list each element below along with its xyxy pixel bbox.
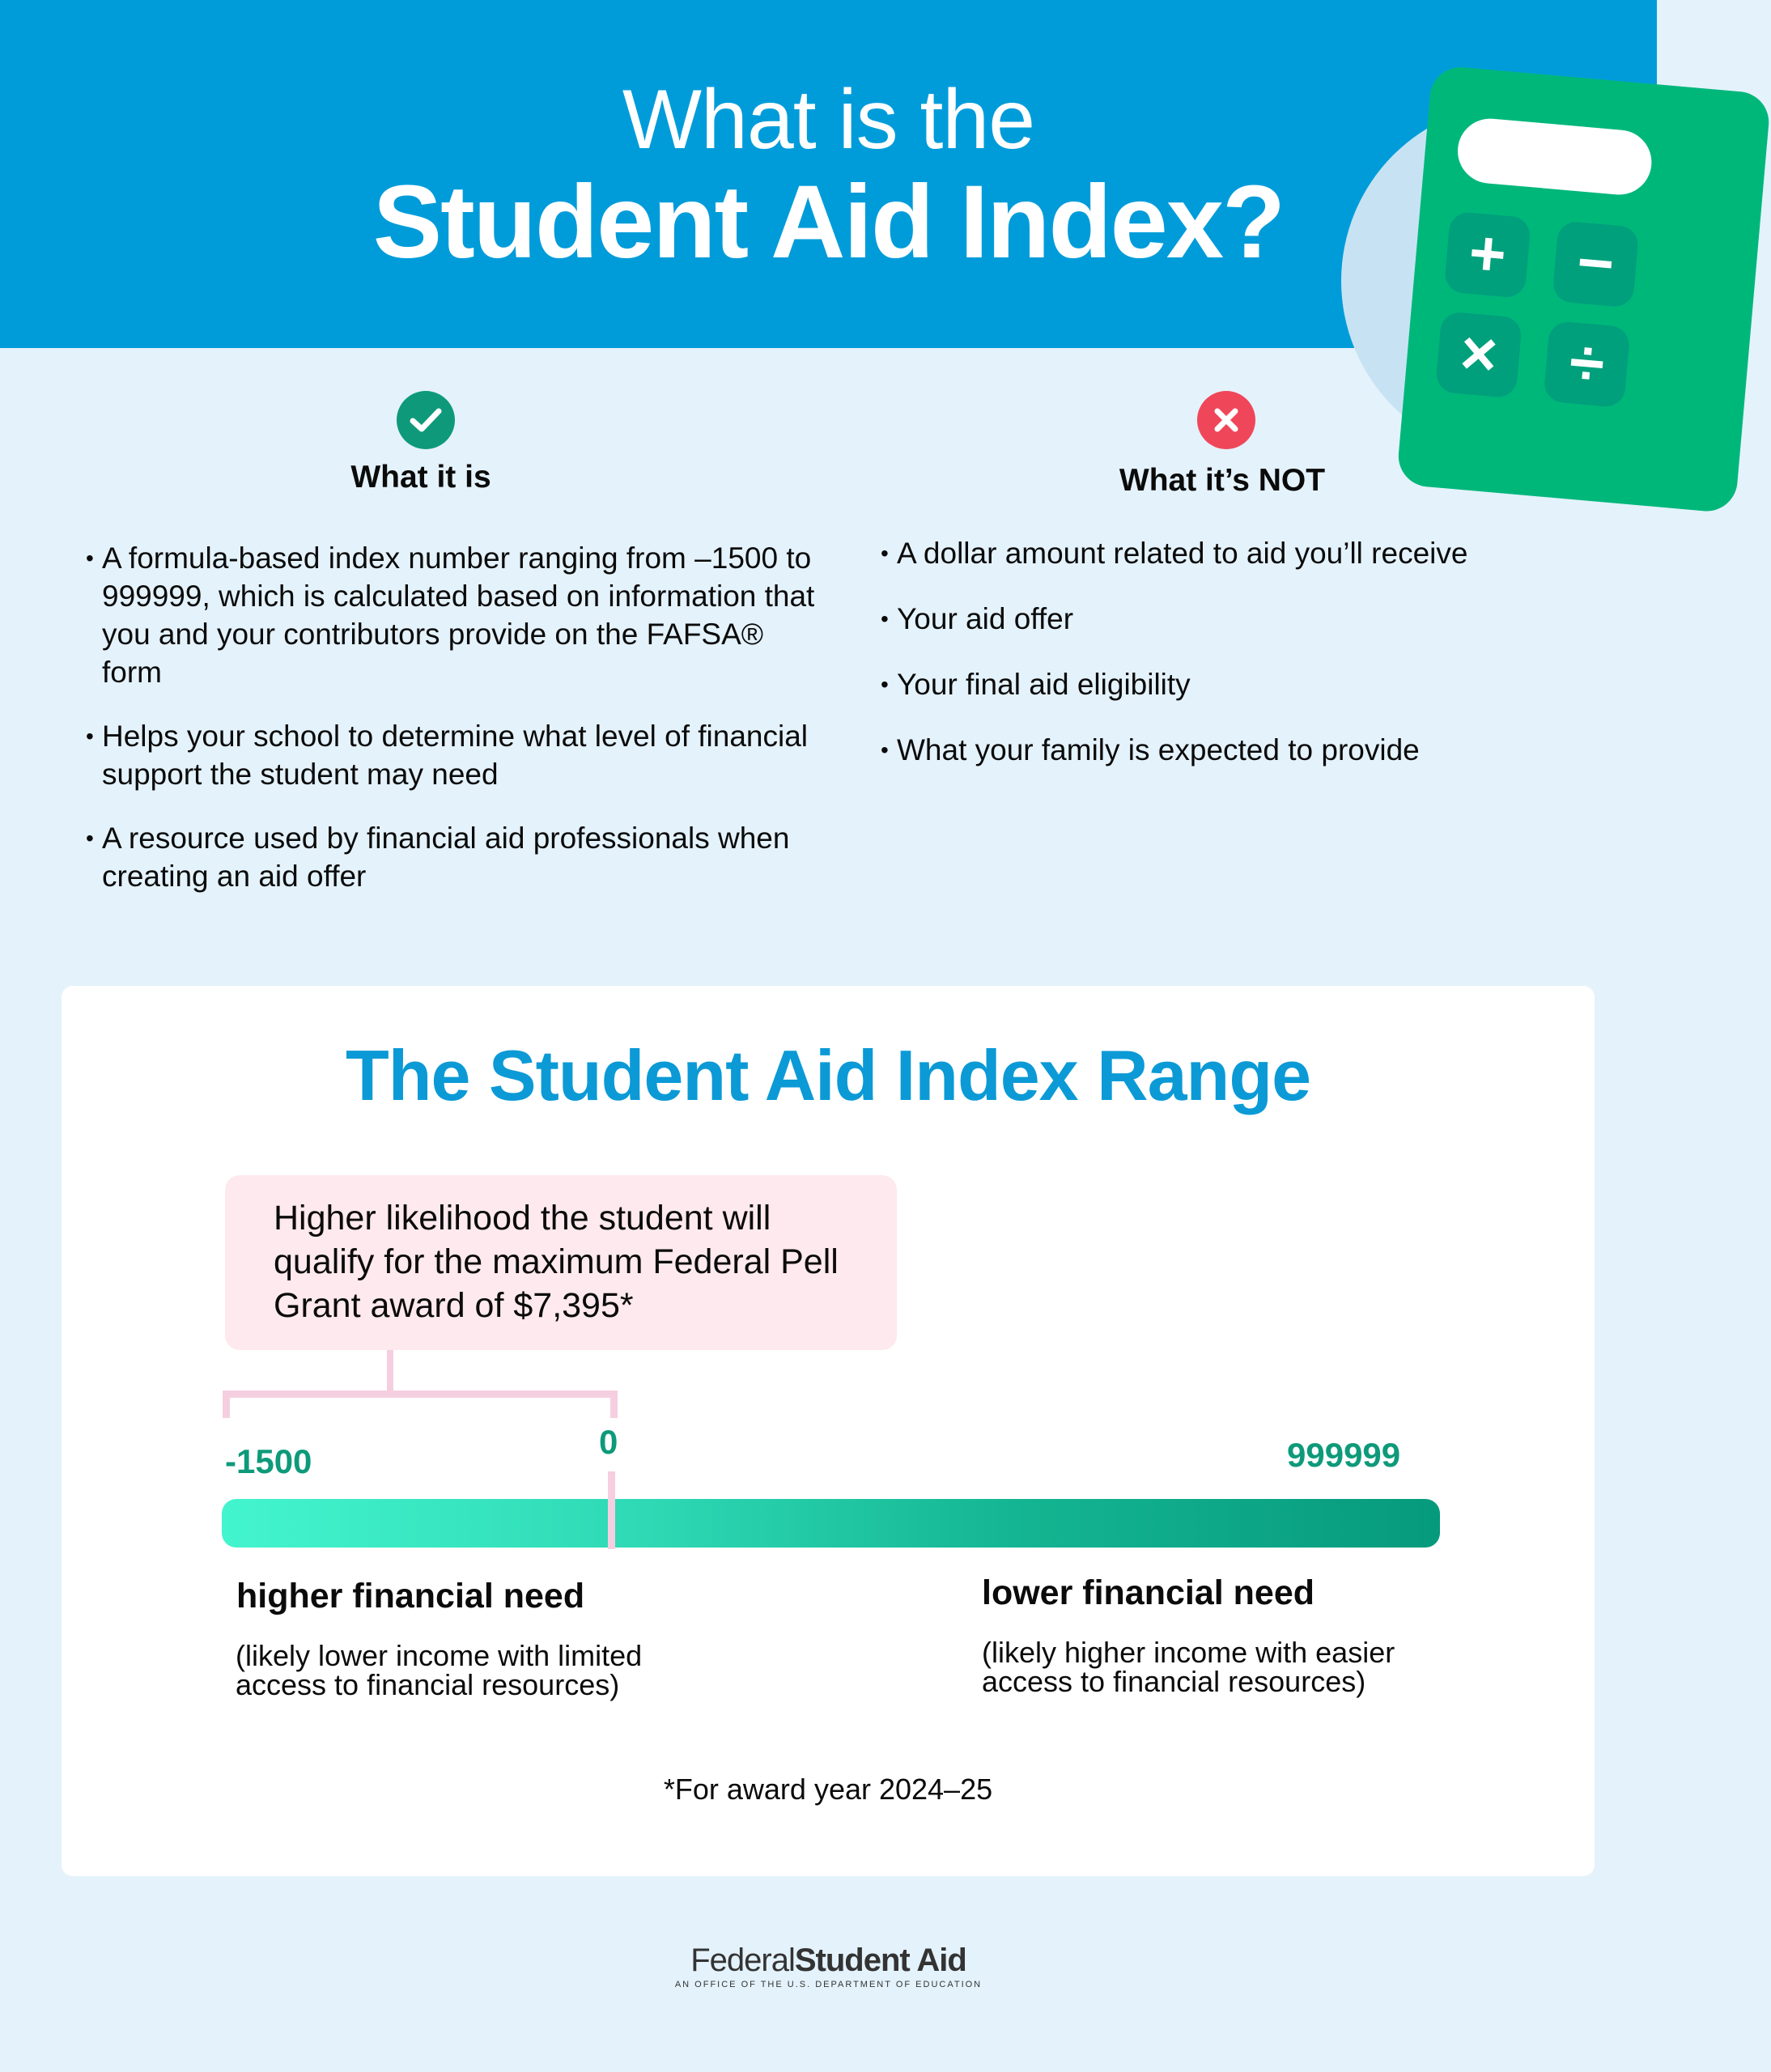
range-card bbox=[62, 986, 1595, 1876]
index-range-bar bbox=[222, 1499, 1440, 1548]
logo-wordmark bbox=[0, 1942, 1657, 1978]
header-title-line1: What is the bbox=[622, 73, 1035, 167]
zero-marker bbox=[608, 1471, 615, 1549]
lower-need-description bbox=[982, 1638, 1395, 1696]
list-item: • A dollar amount related to aid you’ll receive bbox=[882, 534, 1611, 572]
what-its-not-list bbox=[882, 534, 1611, 769]
x-icon bbox=[1197, 391, 1255, 449]
logo-light-text: Federal bbox=[690, 1942, 795, 1978]
bracket-right-leg bbox=[610, 1391, 618, 1418]
plus-key-icon: + bbox=[1444, 211, 1531, 299]
check-icon bbox=[397, 391, 455, 449]
what-it-is-heading: What it is bbox=[350, 460, 491, 495]
header-banner bbox=[0, 0, 1657, 400]
list-item: • A formula-based index number ranging from –1500 to 999999, which is calculated based on information that you and your contributors provide on the FAFSA® form bbox=[87, 539, 816, 691]
lower-need-desc-line2: access to financial resources) bbox=[982, 1665, 1366, 1698]
callout-text: Higher likelihood the student will qualify for the maximum Federal Pell Grant award of $7,395* bbox=[274, 1199, 839, 1325]
federal-student-aid-logo bbox=[0, 1942, 1657, 1989]
what-its-not-heading: What it’s NOT bbox=[1119, 463, 1326, 498]
pell-grant-callout bbox=[225, 1175, 897, 1350]
divide-key-icon: ÷ bbox=[1543, 321, 1630, 408]
logo-bold-text: Student Aid bbox=[794, 1942, 966, 1978]
scale-max-label: 999999 bbox=[1287, 1436, 1401, 1474]
range-title: The Student Aid Index Range bbox=[345, 1035, 1311, 1115]
list-item: • What your family is expected to provide bbox=[882, 731, 1611, 769]
list-item: • Your final aid eligibility bbox=[882, 665, 1611, 703]
lower-need-desc-line1: (likely higher income with easier bbox=[982, 1636, 1395, 1669]
what-it-is-list bbox=[87, 539, 816, 895]
list-item: • Your aid offer bbox=[882, 600, 1611, 638]
higher-need-desc-line1: (likely lower income with limited bbox=[236, 1639, 643, 1672]
list-item: • A resource used by financial aid professionals when creating an aid offer bbox=[87, 819, 816, 895]
bracket-bar bbox=[223, 1391, 618, 1398]
bracket-left-leg bbox=[223, 1391, 230, 1418]
higher-need-desc-line2: access to financial resources) bbox=[236, 1668, 620, 1701]
higher-need-heading: higher financial need bbox=[236, 1577, 585, 1616]
list-item: • Helps your school to determine what level of financial support the student may need bbox=[87, 717, 816, 793]
calculator-screen bbox=[1455, 116, 1654, 197]
header-title-line2: Student Aid Index? bbox=[372, 164, 1285, 280]
lower-need-heading: lower financial need bbox=[982, 1573, 1314, 1612]
scale-zero-label: 0 bbox=[599, 1423, 618, 1461]
multiply-key-icon: × bbox=[1435, 311, 1523, 398]
scale-min-label: -1500 bbox=[225, 1442, 312, 1480]
minus-key-icon: − bbox=[1552, 220, 1639, 308]
higher-need-description bbox=[236, 1641, 642, 1700]
logo-subtitle: AN OFFICE OF THE U.S. DEPARTMENT OF EDUCATION bbox=[674, 1980, 983, 1989]
calculator-icon bbox=[1396, 65, 1771, 514]
award-year-footnote: *For award year 2024–25 bbox=[663, 1773, 993, 1806]
